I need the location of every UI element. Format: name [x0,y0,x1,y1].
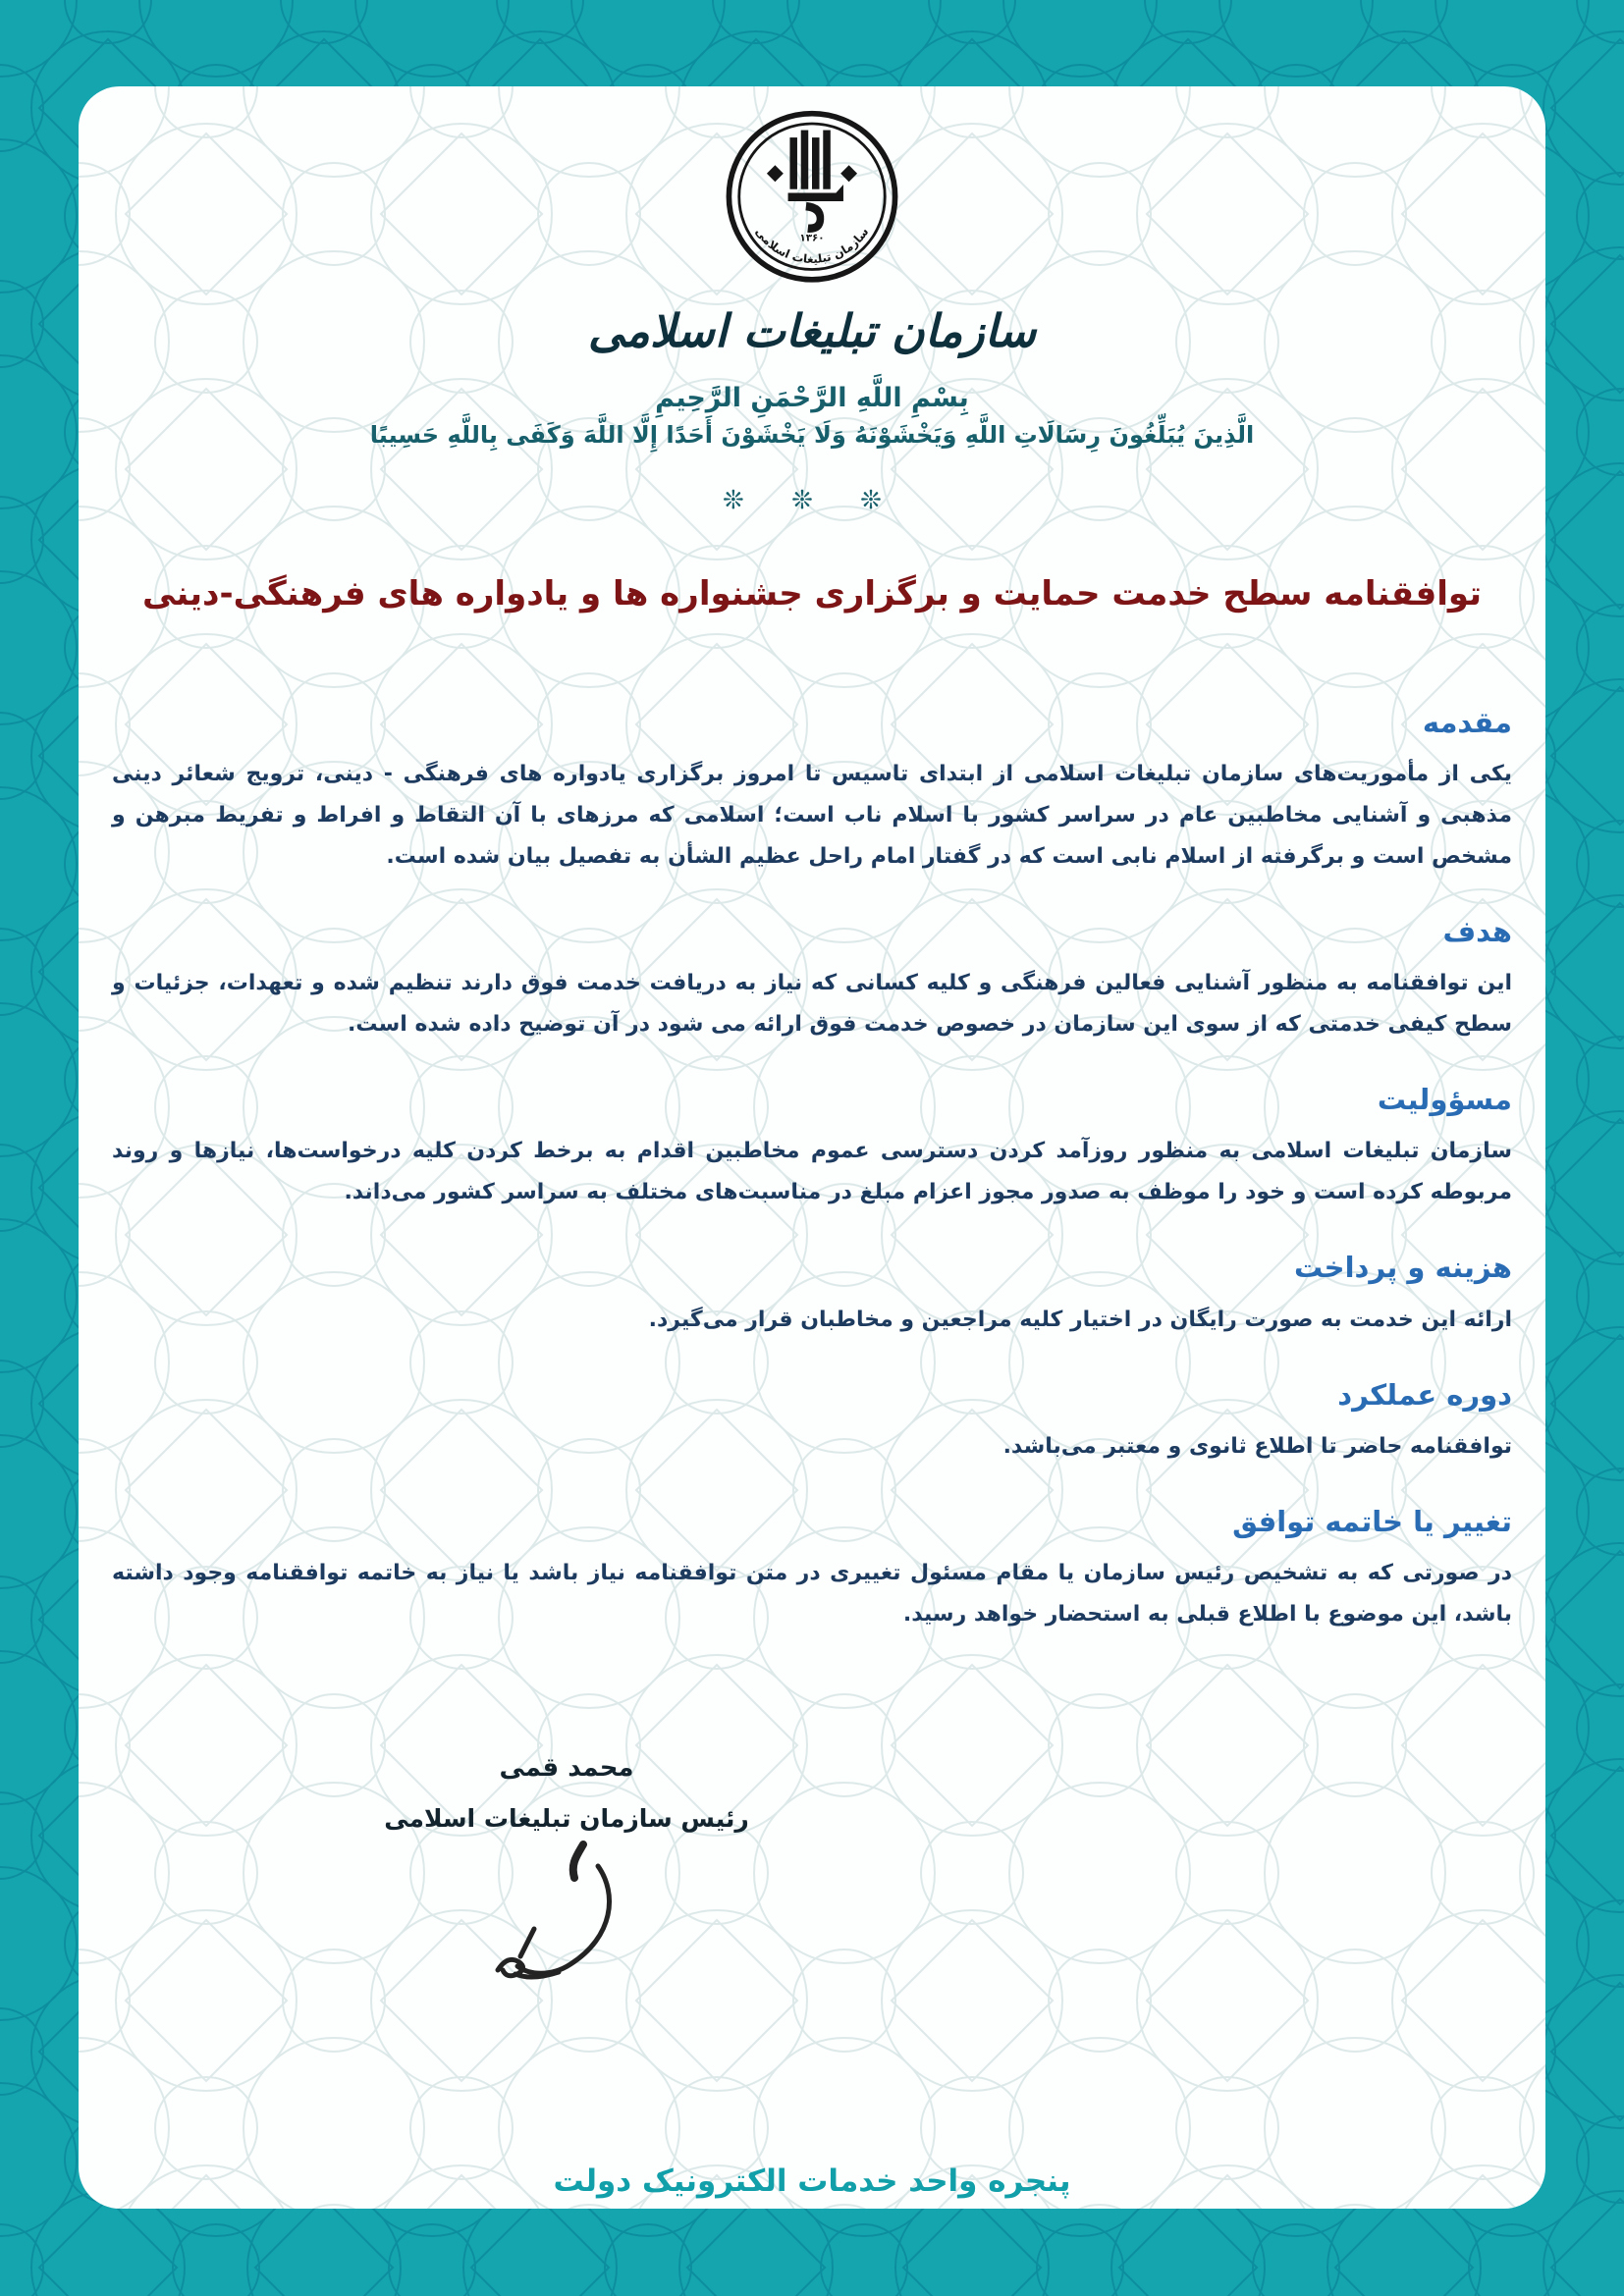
signatory-role: رئیس سازمان تبلیغات اسلامی [384,1804,749,1833]
section-introduction [112,704,1512,878]
logo-year: ۱۳۶۰ [799,232,825,244]
section-heading: هدف [1442,915,1512,949]
section-body: این توافقنامه به منظور آشنایی فعالین فرهنگی و کلیه کسانی که نیاز به دریافت خدمت فوق دارند تنظیم شده و تعهدات، جزئیات و سطح کیفی خدمتی که از سوی این سازمان در خصوص خدمت فوق ارائه می شود در آن توضیح داده شده است. [112,971,1512,1038]
sections-container [112,704,1512,1635]
section-cost-payment [112,1249,1512,1340]
section-heading: هزینه و پرداخت [1293,1251,1512,1285]
document-title: توافقنامه سطح خدمت حمایت و برگزاری جشنواره ها و یادواره های فرهنگی-دینی [141,574,1483,614]
letter-content [79,86,1545,2209]
organization-logo [112,104,1512,357]
section-responsibility [112,1081,1512,1213]
section-heading: دوره عملکرد [1337,1377,1512,1412]
bismillah-text: بِسْمِ اللَّهِ الرَّحْمَنِ الرَّحِيمِ [655,383,969,413]
section-heading: مقدمه [1422,706,1512,739]
handwritten-signature [483,1837,650,1994]
logo-ring-text: سازمان تبلیغات اسلامی [752,225,872,266]
signature-block [351,1753,783,1998]
section-heading: مسؤولیت [1377,1083,1512,1117]
section-body: در صورتی که به تشخیص رئیس سازمان یا مقام مسئول تغییری در متن توافقنامه نیاز باشد یا نیاز به خاتمه توافقنامه وجود داشته باشد، این موضوع با اطلاع قبلی به استحضار خواهد رسید. [112,1560,1512,1627]
letter-card [79,86,1545,2209]
logo-emblem [720,104,904,296]
section-heading: تغییر یا خاتمه توافق [1232,1504,1512,1538]
allah-kufic-motif [767,131,857,233]
section-performance-period [112,1376,1512,1468]
logo-calligraphy: سازمان تبلیغات اسلامی [587,304,1037,357]
ornament-stars: ❊ ❊ ❊ [723,486,901,515]
section-goal [112,913,1512,1045]
section-body: ارائه این خدمت به صورت رایگان در اختیار کلیه مراجعین و مخاطبان قرار می‌گیرد. [648,1307,1512,1332]
section-change-termination [112,1503,1512,1635]
section-body: یکی از مأموریت‌های سازمان تبلیغات اسلامی از ابتدای تاسیس تا امروز برگزاری یادواره های فرهنگی - دینی، ترویج شعائر دینی مذهبی و آشنایی مخاطبین عام در سراسر کشور با اسلام ناب است؛ اسلامی که مرزهای با آن التقاط و افراط و تفریط مبرهن و مشخص است و برگرفته از اسلام نابی است که در گفتار امام راحل عظیم الشأن به تفصیل بیان شده است. [112,762,1512,870]
signatory-name: محمد قمی [499,1753,634,1783]
section-body: سازمان تبلیغات اسلامی به منظور روزآمد کردن دسترسی عموم مخاطبین اقدام به برخط کردن کلیه درخواست‌ها، نیازها و روند مربوطه کرده است و خود را موظف به صدور مجوز اعزام مبلغ در مناسبت‌های مختلف به سراسر کشور می‌داند. [112,1139,1512,1205]
section-body: توافقنامه حاضر تا اطلاع ثانوی و معتبر می‌باشد. [1002,1433,1512,1459]
footer-text: پنجره واحد خدمات الکترونیک دولت [553,2163,1071,2199]
quran-verse: الَّذِينَ يُبَلِّغُونَ رِسَالَاتِ اللَّهِ وَيَخْشَوْنَهُ وَلَا يَخْشَوْنَ أَحَدًا إِلَّا اللَّهَ وَكَفَى بِاللَّهِ حَسِيبًا [369,421,1255,449]
